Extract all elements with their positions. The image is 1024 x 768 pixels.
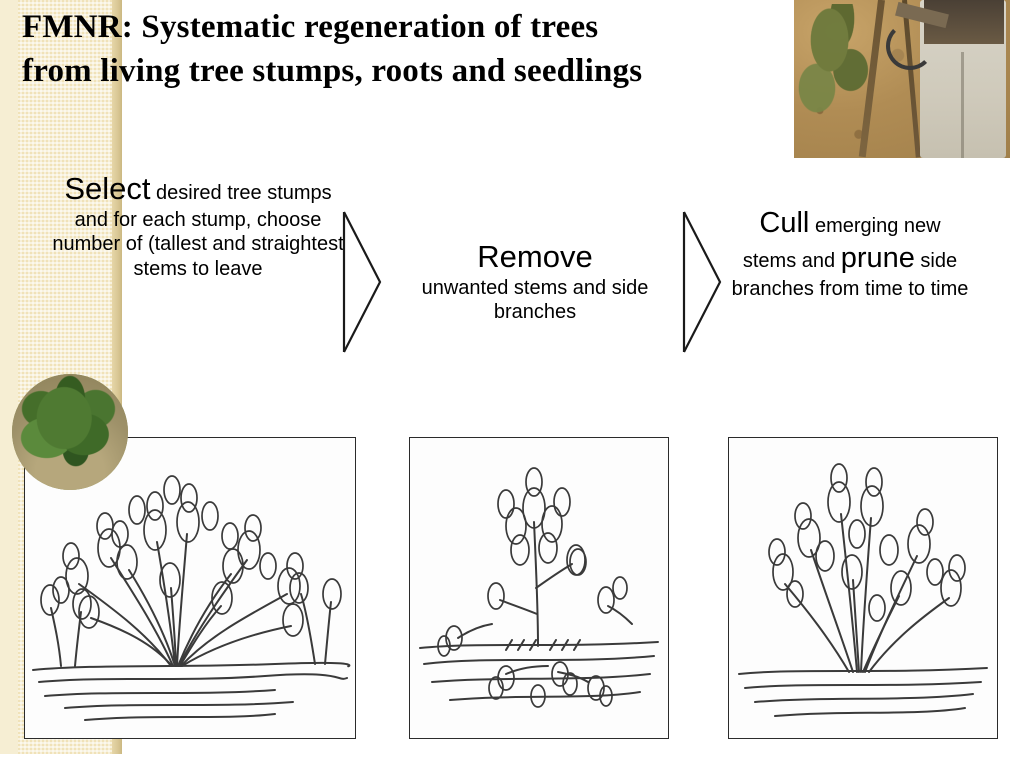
step-heading-prune: prune xyxy=(840,242,915,275)
slide-title xyxy=(22,6,902,93)
step-caption-cull xyxy=(730,206,970,301)
step-caption-select xyxy=(48,170,348,281)
slide-title-line-2: from living tree stumps, roots and seedlings xyxy=(22,52,643,89)
step-body-cull-before: emerging new stems and xyxy=(742,215,941,273)
chevron-right-icon-2 xyxy=(680,208,724,361)
step-heading-remove: Remove xyxy=(477,239,593,274)
photo-leg-separation xyxy=(961,52,964,158)
slide-bottom-strip xyxy=(0,754,1024,768)
illustration-selected-tall-stems xyxy=(728,437,998,739)
photo-circle-foliage xyxy=(12,374,128,490)
photo-farmer-pruning xyxy=(794,0,1010,158)
sickle-icon xyxy=(886,22,934,70)
illustration-single-pruned-stem xyxy=(409,437,669,739)
photo-regrowth-circle xyxy=(12,374,128,490)
chevron-right-icon xyxy=(340,208,384,361)
step-caption-remove xyxy=(400,238,670,325)
step-body-remove: unwanted stems and side branches xyxy=(421,276,649,324)
step-body-cull-after: side branches from time to time xyxy=(731,250,969,300)
slide-title-line-1: FMNR: Systematic regeneration of trees xyxy=(22,9,599,45)
step-heading-cull: Cull xyxy=(759,207,810,239)
step-heading-select: Select xyxy=(64,171,151,206)
step-body-select: desired tree stumps and for each stump, choose number of (tallest and straightest stems to leave xyxy=(52,182,344,280)
